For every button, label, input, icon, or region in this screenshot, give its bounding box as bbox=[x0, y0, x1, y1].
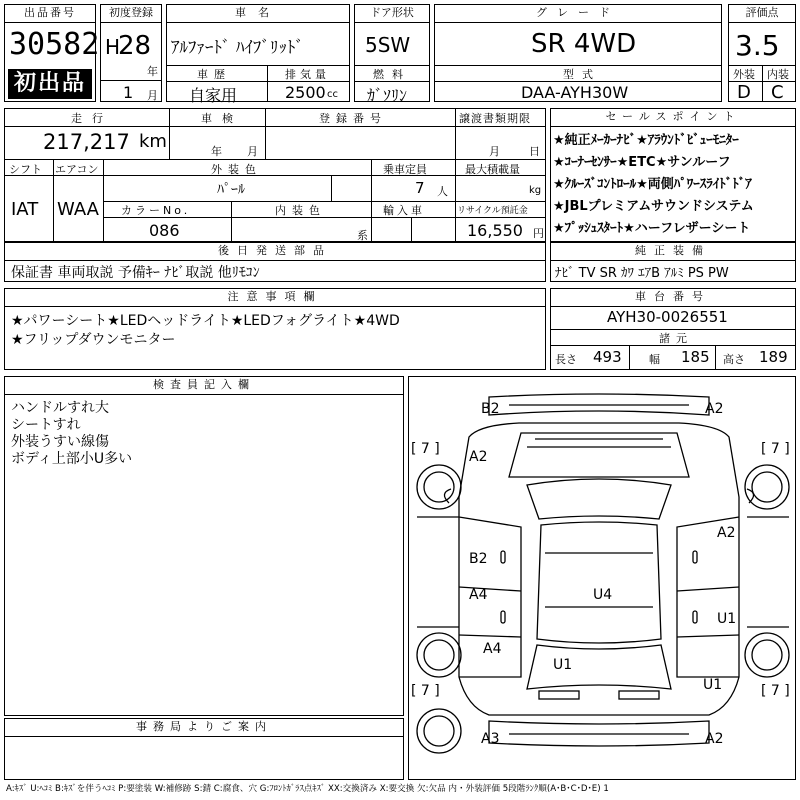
length-value: 493 bbox=[593, 348, 622, 366]
load-unit: kg bbox=[529, 185, 542, 196]
shift-value: IAT bbox=[11, 199, 39, 220]
chassis bbox=[550, 288, 796, 370]
notes bbox=[4, 288, 546, 370]
recycle-fee: 16,550 bbox=[467, 221, 523, 240]
inspection-label: 車検 bbox=[201, 112, 243, 125]
later-parts-value: 保証書 車両取説 予備ｷｰ ﾅﾋﾞ取説 他ﾘﾓｺﾝ bbox=[11, 265, 260, 281]
seats-label: 乗車定員 bbox=[383, 163, 427, 176]
mark-rear-window: U1 bbox=[553, 657, 573, 673]
transfer-label: 譲渡書類期限 bbox=[459, 112, 531, 125]
tire-mark-front-right: [ 7 ] bbox=[761, 441, 790, 457]
details-table bbox=[4, 108, 546, 242]
mileage-value: 217,217 bbox=[43, 130, 130, 154]
car-block bbox=[166, 4, 350, 105]
height-label: 高さ bbox=[723, 353, 745, 366]
later-parts bbox=[4, 242, 546, 282]
car-history: 自家用 bbox=[189, 86, 238, 105]
tire-mark-rear-right: [ 7 ] bbox=[761, 683, 790, 699]
sales-line-3: ★ｸﾙｰｽﾞｺﾝﾄﾛｰﾙ★両側ﾊﾟﾜｰｽﾗｲﾄﾞﾄﾞｱ bbox=[553, 177, 752, 192]
mark-front-right: A2 bbox=[705, 401, 724, 417]
interior-score: C bbox=[771, 82, 784, 103]
first-listing-badge: 初出品 bbox=[8, 69, 92, 99]
recycle-label: リサイクル預託金 bbox=[457, 206, 528, 216]
car-displacement: 2500 bbox=[285, 83, 326, 102]
grade-block bbox=[434, 4, 722, 102]
registration-year-unit: 年 bbox=[147, 65, 158, 78]
factory-equipment-value: ﾅﾋﾞ TV SR ｶﾜ ｴｱB ｱﾙﾐ PS PW bbox=[555, 266, 729, 281]
tire-mark-front-left: [ 7 ] bbox=[411, 441, 440, 457]
grade-value: SR 4WD bbox=[531, 29, 637, 59]
car-name: ｱﾙﾌｧｰﾄﾞ ﾊｲﾌﾞﾘｯﾄﾞ bbox=[171, 38, 304, 58]
mark-right-door-front: A2 bbox=[717, 525, 736, 541]
registration-block bbox=[100, 4, 162, 102]
office-notes bbox=[4, 718, 404, 780]
inspector-line-4: ボディ上部小U多い bbox=[11, 451, 133, 467]
car-disp-unit: cc bbox=[327, 89, 338, 100]
mileage-unit: km bbox=[139, 131, 167, 152]
transfer-month-unit: 月 bbox=[489, 145, 500, 158]
registration-year: 28 bbox=[118, 31, 152, 61]
legend: A:ｷｽﾞ U:ﾍｺﾐ B:ｷｽﾞを伴うﾍｺﾐ P:要塗装 W:補修跡 S:錆 C:腐食、穴 G:ﾌﾛﾝﾄｶﾞﾗｽ点ｷｽﾞ XX:交換済み X:要交換 欠:欠品 内・外装評価 5段階ﾗﾝｸ順(A･B･C･D･E) 1 bbox=[6, 784, 609, 794]
color-code-label: カラーNo. bbox=[121, 204, 191, 217]
interior-color-label: 内装色 bbox=[275, 204, 326, 217]
mark-roof: U4 bbox=[593, 587, 613, 603]
model-label: 型式 bbox=[563, 68, 601, 81]
inspection-year-unit: 年 bbox=[211, 145, 222, 158]
load-label: 最大積載量 bbox=[465, 163, 520, 176]
car-name-label: 車名 bbox=[167, 5, 349, 23]
aircon-value: WAA bbox=[57, 199, 99, 220]
color-value: ﾊﾟｰﾙ bbox=[217, 182, 245, 198]
inspector-label: 検査員記入欄 bbox=[5, 377, 403, 395]
mark-rear-right: A2 bbox=[705, 731, 724, 747]
office-label: 事務局よりご案内 bbox=[5, 719, 403, 737]
registration-label: 初度登録 bbox=[101, 5, 161, 23]
chassis-label: 車台番号 bbox=[551, 289, 795, 307]
mark-right-rear: U1 bbox=[703, 677, 723, 693]
color-label: 外装色 bbox=[211, 163, 262, 176]
seats-unit: 人 bbox=[437, 185, 448, 198]
lot-block bbox=[4, 4, 100, 102]
notes-line-1: ★パワーシート★LEDヘッドライト★LEDフォグライト★4WD bbox=[11, 313, 400, 329]
registration-month: 1 bbox=[123, 83, 134, 102]
plate-label: 登録番号 bbox=[319, 112, 387, 125]
damage-diagram bbox=[408, 376, 796, 780]
inspector-notes bbox=[4, 376, 404, 716]
notes-line-2: ★フリップダウンモニター bbox=[11, 332, 176, 348]
import-label: 輸入車 bbox=[383, 204, 425, 217]
factory-equipment-label: 純正装備 bbox=[551, 243, 795, 261]
inspector-line-3: 外装うすい線傷 bbox=[11, 434, 109, 450]
door-block bbox=[354, 4, 430, 105]
notes-label: 注意事項欄 bbox=[5, 289, 545, 307]
overall-score: 3.5 bbox=[735, 29, 780, 62]
lot-number: 30582 bbox=[9, 27, 100, 62]
mark-front-left: B2 bbox=[481, 401, 500, 417]
car-history-label: 車歴 bbox=[197, 68, 231, 81]
sales-line-4: ★JBLプレミアムサウンドシステム bbox=[553, 199, 754, 214]
sales-points-label: セールスポイント bbox=[551, 109, 795, 127]
color-code: 086 bbox=[149, 221, 180, 240]
chassis-number: AYH30-0026551 bbox=[607, 308, 728, 326]
inspector-line-1: ハンドルすれ大 bbox=[11, 400, 109, 416]
score-label: 評価点 bbox=[729, 5, 795, 23]
registration-month-unit: 月 bbox=[147, 89, 158, 102]
seats-value: 7 bbox=[415, 179, 425, 197]
recycle-unit: 円 bbox=[533, 227, 544, 240]
mark-left-door-front: B2 bbox=[469, 551, 488, 567]
sales-points bbox=[550, 108, 796, 242]
lot-label: 出品番号 bbox=[5, 5, 95, 23]
shift-label: シフト bbox=[9, 163, 42, 176]
mark-left-fender-front: A2 bbox=[469, 449, 488, 465]
mark-left-rear: A4 bbox=[483, 641, 502, 657]
grade-label: グレード bbox=[435, 5, 721, 23]
registration-era: H bbox=[105, 35, 121, 59]
interior-label: 内装 bbox=[767, 68, 789, 81]
width-label: 幅 bbox=[649, 353, 660, 366]
sales-line-2: ★ｺｰﾅｰｾﾝｻｰ★ETC★サンルーフ bbox=[553, 155, 731, 170]
width-value: 185 bbox=[681, 348, 710, 366]
inspector-line-2: シートすれ bbox=[11, 417, 81, 433]
mark-rear-left: A3 bbox=[481, 731, 500, 747]
door-type: 5SW bbox=[365, 33, 411, 57]
sales-line-5: ★ﾌﾟｯｼｭｽﾀｰﾄ★ハーフレザーシート bbox=[553, 221, 751, 236]
length-label: 長さ bbox=[555, 353, 577, 366]
car-outline bbox=[409, 377, 796, 780]
fuel-label: 燃料 bbox=[373, 68, 411, 81]
mark-left-door-rear: A4 bbox=[469, 587, 488, 603]
sales-line-1: ★純正ﾒｰｶｰﾅﾋﾞ★ｱﾗｳﾝﾄﾞﾋﾞｭｰﾓﾆﾀｰ bbox=[553, 133, 739, 148]
score-block bbox=[728, 4, 796, 102]
interior-color-unit: 系 bbox=[357, 229, 368, 242]
car-disp-label: 排気量 bbox=[285, 68, 330, 81]
tire-mark-rear-left: [ 7 ] bbox=[411, 683, 440, 699]
mileage-label: 走行 bbox=[71, 112, 113, 125]
transfer-day-unit: 日 bbox=[529, 145, 540, 158]
inspection-month-unit: 月 bbox=[247, 145, 258, 158]
aircon-label: エアコン bbox=[55, 163, 99, 176]
factory-equipment bbox=[550, 242, 796, 282]
exterior-label: 外装 bbox=[733, 68, 755, 81]
dims-label: 諸元 bbox=[659, 332, 693, 345]
height-value: 189 bbox=[759, 348, 788, 366]
model-code: DAA-AYH30W bbox=[521, 83, 629, 102]
door-label: ドア形状 bbox=[355, 5, 429, 23]
exterior-score: D bbox=[737, 82, 751, 103]
mark-right-door-rear: U1 bbox=[717, 611, 737, 627]
fuel-type: ｶﾞｿﾘﾝ bbox=[367, 86, 408, 105]
later-parts-label: 後日発送部品 bbox=[5, 243, 545, 261]
